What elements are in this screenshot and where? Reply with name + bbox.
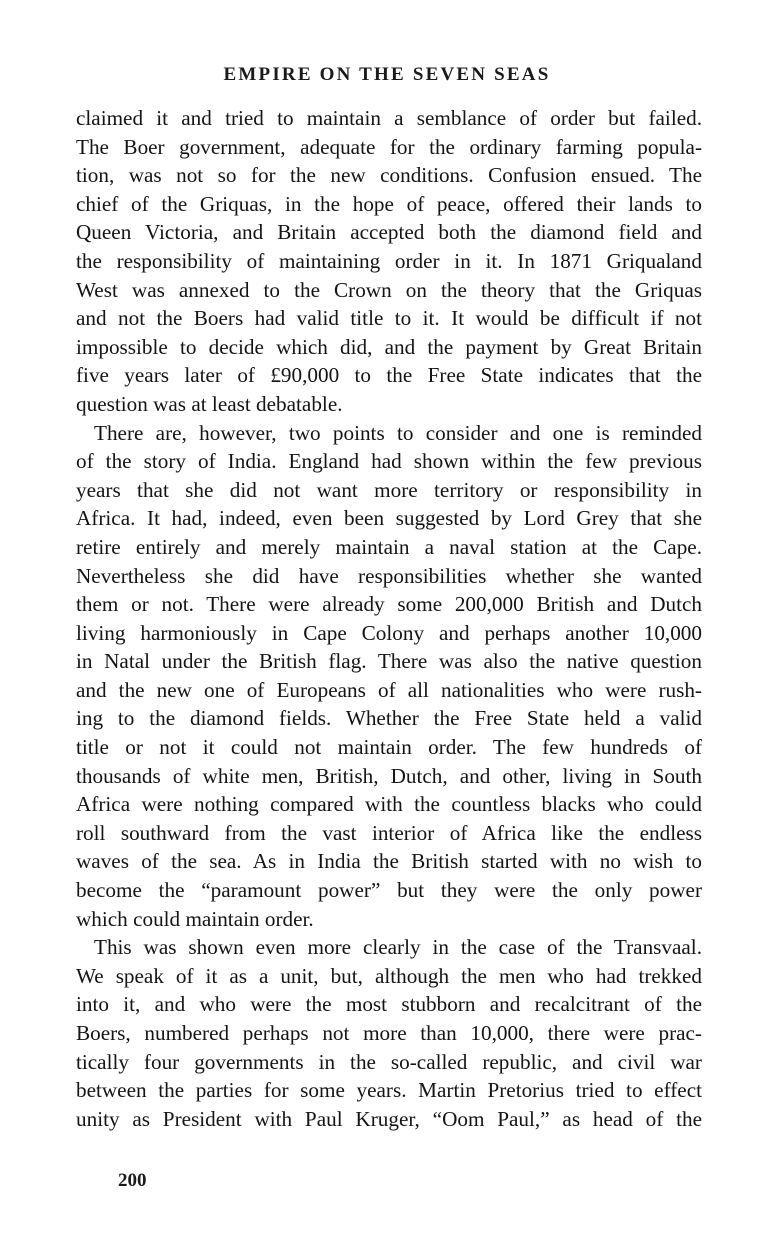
text-line: This was shown even more clearly in the case of the Transvaal. [94,935,702,960]
text-line: which could maintain order. [76,906,314,931]
text-line: Africa. It had, indeed, even been suggested by Lord Grey that she [76,506,702,531]
text-line: tion, was not so for the new conditions. Confusion ensued. The [76,163,702,188]
text-line: of the story of India. England had shown within the few previous [76,449,702,474]
text-line: roll southward from the vast interior of Africa like the endless [76,820,702,845]
text-line: We speak of it as a unit, but, although the men who had trekked [76,963,702,988]
running-head: EMPIRE ON THE SEVEN SEAS [223,64,551,85]
text-line: and not the Boers had valid title to it. It would be difficult if not [76,306,702,331]
text-line: waves of the sea. As in India the British started with no wish to [76,849,702,874]
text-line: in Natal under the British flag. There was also the native question [76,649,702,674]
text-line: unity as President with Paul Kruger, “Oom Paul,” as head of the [76,1106,702,1131]
text-line: The Boer government, adequate for the ordinary farming popula- [76,134,702,159]
text-line: claimed it and tried to maintain a semblance of order but failed. [76,106,702,130]
text-line: five years later of £90,000 to the Free State indicates that the [76,363,702,388]
text-line: living harmoniously in Cape Colony and perhaps another 10,000 [76,620,702,645]
text-line: thousands of white men, British, Dutch, and other, living in South [76,763,702,788]
text-line: West was annexed to the Crown on the theory that the Griquas [76,277,702,302]
paragraph-3 [76,933,702,1133]
text-line: them or not. There were already some 200,000 British and Dutch [76,592,702,617]
text-line: tically four governments in the so-called republic, and civil war [76,1049,702,1074]
text-line: retire entirely and merely maintain a naval station at the Cape. [76,534,702,559]
text-line: title or not it could not maintain order. The few hundreds of [76,735,702,760]
paragraph-2 [76,419,702,934]
text-line: chief of the Griquas, in the hope of peace, offered their lands to [76,191,702,216]
text-line: years that she did not want more territory or responsibility in [76,477,702,502]
text-line: become the “paramount power” but they were the only power [76,878,702,903]
page-number: 200 [118,1170,147,1191]
text-line: Africa were nothing compared with the countless blacks who could [76,792,702,817]
text-line: question was at least debatable. [76,391,343,416]
text-line: and the new one of Europeans of all nationalities who were rush- [76,677,702,702]
text-line: Boers, numbered perhaps not more than 10,000, there were prac- [76,1021,702,1045]
paragraph-1 [76,104,702,419]
text-line: Queen Victoria, and Britain accepted both the diamond field and [76,220,702,245]
text-line: Nevertheless she did have responsibilities whether she wanted [76,563,702,588]
text-line: impossible to decide which did, and the payment by Great Britain [76,334,702,359]
text-line: between the parties for some years. Martin Pretorius tried to effect [76,1078,702,1103]
text-line: ing to the diamond fields. Whether the Free State held a valid [76,706,702,731]
text-line: the responsibility of maintaining order in it. In 1871 Griqualand [76,248,702,273]
body-text [76,104,702,1133]
text-line: There are, however, two points to consider and one is reminded [94,420,702,445]
text-line: into it, and who were the most stubborn and recalcitrant of the [76,992,702,1017]
